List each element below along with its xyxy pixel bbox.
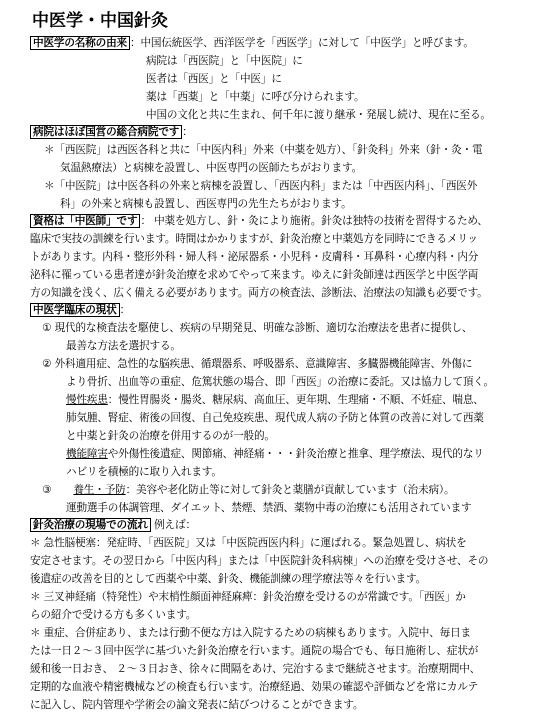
item-2-line: より骨折、出血等の重症、危篤状態の場合、即「西医」の治療に委託。又は協力して頂く。 <box>66 376 494 388</box>
chronic-disease-label: 慢性疾患 <box>66 394 108 406</box>
section-2-line: 科」の外来と病棟も設置し、西医専門の先生たちがおります。 <box>60 198 352 210</box>
chronic-disease-line: と中薬と針灸の治療を併用するのが一般的。 <box>66 430 275 442</box>
section-3-line: 方の知識を浅く、広く備える必要があります。両方の検査法、診断法、治療法の知識も必要です。 <box>30 287 488 299</box>
section-5-line: たは一日２～３回中医学に基づいた針灸治療を行います。通院の場合でも、毎日施術し、症状が <box>30 645 479 657</box>
section-5-line: ＊ 急性脳梗塞：発症時、「西医院」又は「中医院西医内科」に運ばれる。緊急処置し、病状を <box>30 537 467 549</box>
section-1-first-line <box>30 35 474 52</box>
item-2-line: ② 外科適用症、急性的な脳疾患、循環器系、呼吸器系、意識障害、多臓器機能障害、外傷に <box>42 358 473 370</box>
section-3-heading: 資格は「中医師」です <box>30 214 140 228</box>
section-4-heading-line <box>30 302 130 319</box>
section-2-heading-line <box>30 124 193 141</box>
section-2-line: ＊「西医院」は西医各科と共に「中医内科」外来（中薬を処方）、「針灸科」外来（針・灸・電 <box>44 144 483 156</box>
functional-disorder-label: 機能障害 <box>66 448 108 460</box>
section-1-line: 中国の文化と共に生まれ、何千年に渡り継承・発展し続け、現在に至る。 <box>146 109 491 121</box>
item-1-line: ① 現代的な検査法を駆使し、疾病の早期発見、明確な診断、適切な治療法を患者に提供し、 <box>42 322 473 334</box>
section-5-line: 後遺症の改善を目的として西薬や中薬、針灸、機能訓練の理学療法等々を行います。 <box>30 573 427 585</box>
section-3-line: 臨床で実技の訓練を行います。時間はかかりますが、針灸治療と中薬処方を同時にできるメリッ <box>30 233 478 245</box>
section-1-line: 薬は「西薬」と「中薬」に呼び分けられます。 <box>146 91 365 103</box>
section-1-line: ：中国伝統医学、西洋医学を「西医学」に対して「中医学」と呼びます。 <box>130 37 474 49</box>
section-5-suffix: 例えば： <box>150 519 196 531</box>
section-1-line: 病院は「西医院」と「中医院」に <box>146 55 303 67</box>
section-1-line: 医者は「西医」と「中医」に <box>146 73 282 85</box>
item-3-line <box>42 482 454 499</box>
health-prevention-label: 養生・予防 <box>73 484 126 496</box>
section-1-heading: 中医学の名称の由来 <box>30 36 130 50</box>
section-5-heading-line <box>30 517 196 534</box>
section-3-line: 泌科に罹っている患者達が針灸治療を求めてやって来ます。ゆえに針灸師達は西医学と中医学両 <box>30 269 479 281</box>
section-5-line: らの紹介で受ける方も多くいます。 <box>30 609 197 621</box>
chronic-disease-line <box>66 392 484 409</box>
section-5-heading: 針灸治療の現場での流れ <box>30 518 151 532</box>
section-3-first-line <box>30 213 488 230</box>
section-5-line: 緩和後一日おき、 ２～３日おき、徐々に間隔をあけ、完治するまで継続させます。治療期間中、 <box>30 663 481 675</box>
section-5-line: ＊ 重症、合併症あり、または行動不便な方は入院するための病棟もあります。入院中、毎日ま <box>30 627 472 639</box>
item-1-line: 最善な方法を選択する。 <box>66 340 181 352</box>
health-prevention-line: 運動選手の体調管理、ダイエット、禁煙、禁酒、薬物中毒の治療にも活用されています <box>66 502 472 514</box>
section-5-line: 定期的な血液や精密機械などの検査も行います。治療経過、効果の確認や評価などを常にカルテ <box>30 681 479 693</box>
page-title: 中医学・中国針灸 <box>32 11 168 31</box>
section-2-heading: 病院はほぼ国営の総合病院です <box>30 125 182 139</box>
section-5-line: に記入し、院内管理や学術会の論文発表に結びつけることができます。 <box>30 699 364 711</box>
chronic-disease-text: ：慢性胃腸炎・腸炎、糖尿病、高血圧、更年期、生理痛・不順、不妊症、喘息、 <box>107 394 484 406</box>
section-3-line: トがあります。内科・整形外科・婦人科・泌尿器系・小児科・皮膚科・耳鼻科・心療内科・内分 <box>30 251 479 263</box>
functional-disorder-text: や外傷性後遺症、関節痛、神経痛・・・針灸治療と推拿、理学療法、現代的なリ <box>107 448 484 460</box>
section-5-line: ＊ 三叉神経痛（特発性）や末梢性顔面神経麻痺：針灸治療を受けるのが常識です。「西医」か <box>30 591 466 603</box>
section-2-line: 気温熱療法）と病棟を設置し、中医専門の医師たちがおります。 <box>60 162 363 174</box>
functional-disorder-line <box>66 446 484 463</box>
item-3-number: ③ <box>42 484 52 496</box>
section-5-line: 安定させます。その翌日から「中医内科」または「中医院針灸科病棟」への治療を受けさせ、その <box>30 555 489 567</box>
section-2-line: ＊「中医院」は中医各科の外来と病棟を設置し、「西医内科」または「中西医内科」、「西医外 <box>44 180 478 192</box>
chronic-disease-line: 肺気腫、腎症、術後の回復、自己免疫疾患、現代成人病の予防と体質の改善に対して西薬 <box>66 412 484 424</box>
functional-disorder-line: ハビリを積極的に取り入れます。 <box>66 466 222 478</box>
section-2-colon: ： <box>182 126 193 138</box>
section-4-colon: ： <box>119 304 131 316</box>
section-4-heading: 中医学臨床の現状 <box>30 303 120 317</box>
section-3-line: ： 中薬を処方し、針・灸により施術。針灸は独特の技術を習得するため、 <box>140 215 488 227</box>
health-prevention-text: ：美容や老化防止等に対して針灸と薬膳が貢献しています（治未病）。 <box>125 484 455 496</box>
